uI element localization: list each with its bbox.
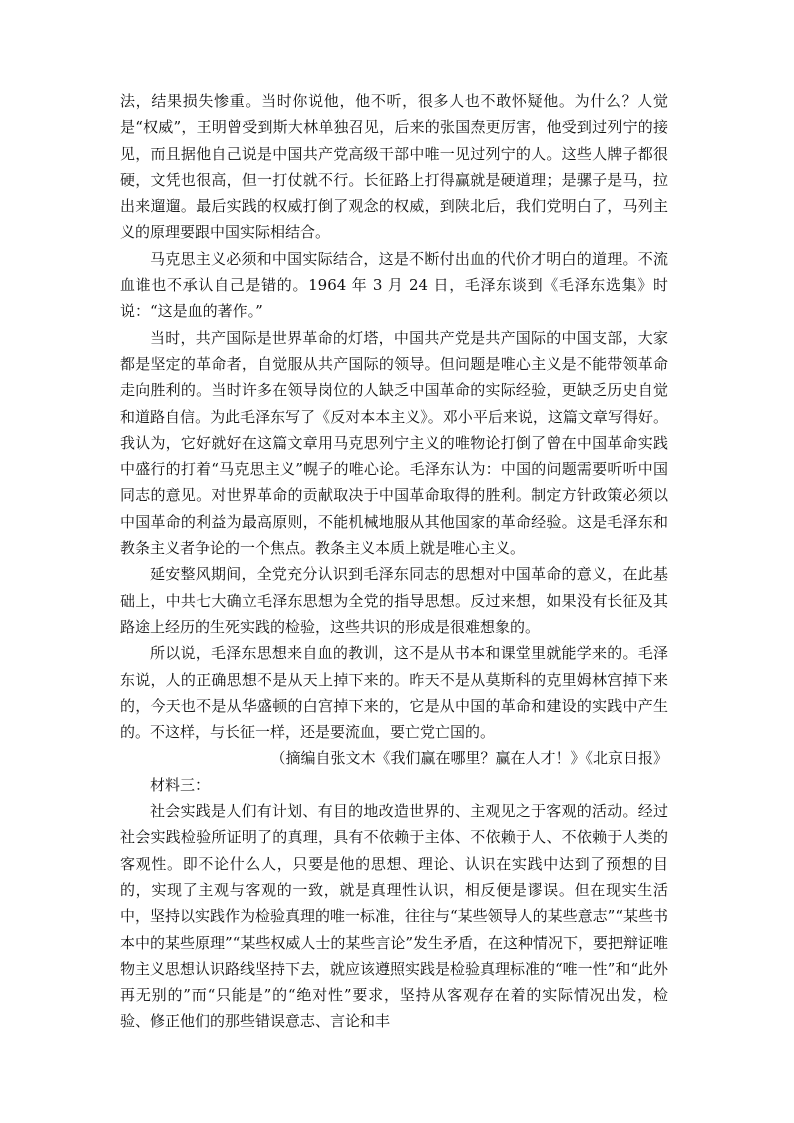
- paragraph-5: 所以说，毛泽东思想来自血的教训，这不是从书本和课堂里就能学来的。毛泽东说，人的正确思想不是从天上掉下来的。昨天不是从莫斯科的克里姆林宫掉下来的，今天也不是从华盛顿的白宫掉下来的，它是从中国的革命和建设的实践中产生的。不这样，与长征一样，还是要流血，要亡党亡国的。: [120, 644, 668, 742]
- paragraph-1: 法，结果损失惨重。当时你说他，他不听，很多人也不敢怀疑他。为什么？人觉是“权威”，王明曾受到斯大林单独召见，后来的张国焘更厉害，他受到过列宁的接见，而且据他自己说是中国共产党高级干部中唯一见过列宁的人。这些人牌子都很硬，文凭也很高，但一打仗就不行。长征路上打得赢就是硬道理；是骡子是马，拉出来遛遛。最后实践的权威打倒了观念的权威，到陕北后，我们党明白了，马列主义的原理要跟中国实际相结合。: [120, 92, 668, 242]
- paragraph-3: 当时，共产国际是世界革命的灯塔，中国共产党是共产国际的中国支部，大家都是坚定的革命者，自觉服从共产国际的领导。但问题是唯心主义是不能带领革命走向胜利的。当时许多在领导岗位的人缺乏中国革命的实际经验，更缺乏历史自觉和道路自信。为此毛泽东写了《反对本本主义》。邓小平后来说，这篇文章写得好。我认为，它好就好在这篇文章用马克思列宁主义的唯物论打倒了曾在中国革命实践中盛行的打着“马克思主义”幌子的唯心论。毛泽东认为：中国的问题需要听听中国同志的意见。对世界革命的贡献取决于中国革命取得的胜利。制定方针政策必须以中国革命的利益为最高原则，不能机械地服从其他国家的革命经验。这是毛泽东和教条主义者争论的一个焦点。教条主义本质上就是唯心主义。: [120, 328, 668, 558]
- paragraph-4: 延安整风期间，全党充分认识到毛泽东同志的思想对中国革命的意义，在此基础上，中共七大确立毛泽东思想为全党的指导思想。反过来想，如果没有长征及其路途上经历的生死实践的检验，这些共识的形成是很难想象的。: [120, 565, 668, 636]
- material-heading: 材料三：: [150, 775, 211, 794]
- paragraph-2: 马克思主义必须和中国实际结合，这是不断付出血的代价才明白的道理。不流血谁也不承认自己是错的。1964 年 3 月 24 日，毛泽东谈到《毛泽东选集》时说：“这是血的著作。”: [120, 249, 668, 321]
- source-citation: （摘编自张文木《我们赢在哪里？赢在人才！》《北京日报》: [270, 749, 668, 768]
- document-body: [120, 88, 668, 1035]
- material-paragraph-1: 社会实践是人们有计划、有目的地改造世界的、主观见之于客观的活动。经过社会实践检验所证明了的真理，具有不依赖于主体、不依赖于人、不依赖于人类的客观性。即不论什么人，只要是他的思想、理论、认识在实践中达到了预想的目的，实现了主观与客观的一致，就是真理性认识，相反便是谬误。但在现实生活中，坚持以实践作为检验真理的唯一标准，往往与“某些领导人的某些意志”“某些书本中的某些原理”“某些权威人士的某些言论”发生矛盾，在这种情况下，要把辩证唯物主义思想认识路线坚持下去，就应该遵照实践是检验真理标准的“唯一性”和“此外再无别的”而“只能是”的“绝对性”要求，坚持从客观存在着的实际情况出发，检验、修正他们的那些错误意志、言论和丰: [120, 802, 669, 1031]
